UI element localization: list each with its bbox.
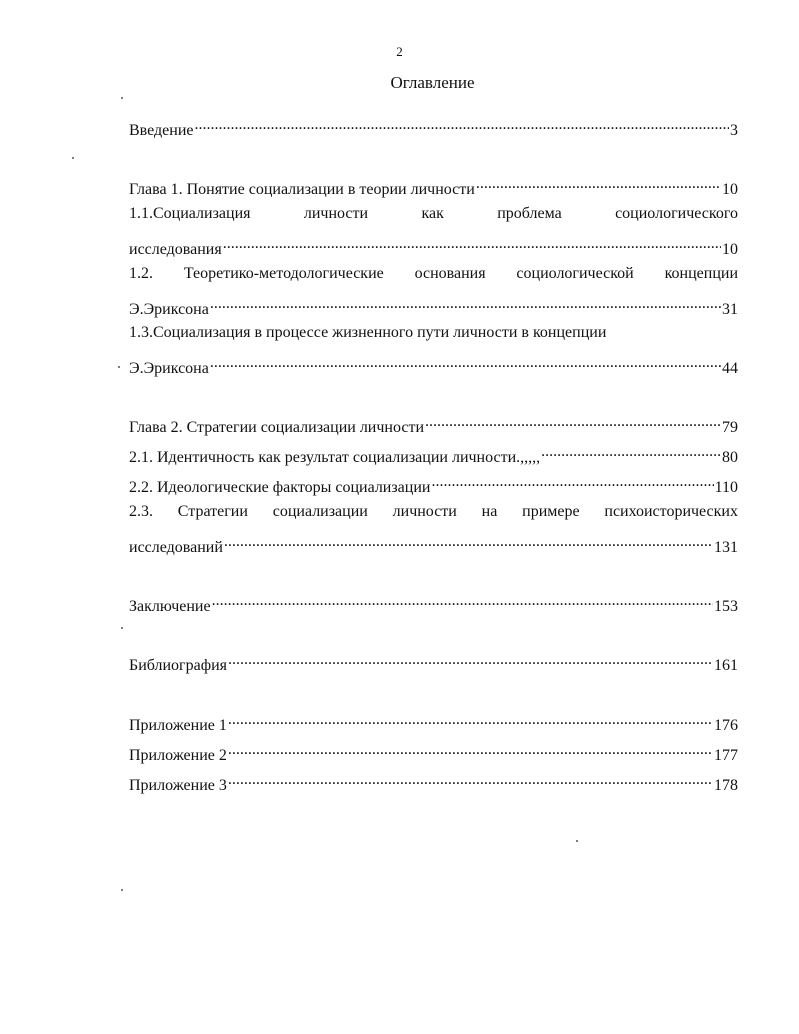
scan-speck (121, 97, 123, 99)
entry-page: 161 (714, 657, 738, 674)
word: социализации (272, 503, 368, 520)
dot-leader (425, 412, 721, 432)
entry-label: Э.Эриксона (129, 301, 209, 318)
entry-page: 10 (722, 241, 738, 258)
dot-leader (210, 294, 721, 314)
word: 2.3. (129, 503, 153, 520)
entry-page: 10 (722, 181, 738, 198)
entry-label: Приложение 2 (129, 747, 227, 764)
entry-label: 2.2. Идеологические факторы социализации (129, 479, 431, 496)
entry-page: 177 (714, 747, 738, 764)
entry-label: Э.Эриксона (129, 360, 209, 377)
word: как (421, 205, 444, 222)
dot-leader (210, 353, 721, 373)
word: на (481, 503, 498, 520)
toc-entry-2-3-line1[interactable] (129, 502, 738, 522)
toc-entry-2-3[interactable] (129, 532, 738, 556)
entry-label: исследований (129, 539, 223, 556)
entry-label: Библиография (129, 657, 227, 674)
entry-page: 110 (714, 479, 738, 496)
entry-label: 2.1. Идентичность как результат социализации личности.,,,,, (129, 449, 541, 466)
entry-label: Глава 2. Стратегии социализации личности (129, 419, 425, 436)
scan-speck (121, 627, 123, 629)
entry-page: 153 (714, 598, 738, 615)
entry-page: 176 (714, 717, 738, 734)
word: Теоретико-методологические (183, 265, 384, 282)
dot-leader (212, 591, 713, 611)
toc-entry-appendix-3[interactable] (129, 770, 738, 794)
toc-entry-chapter-2[interactable] (129, 412, 738, 436)
page-number: 2 (396, 44, 403, 59)
toc-entry-chapter-1[interactable] (129, 174, 738, 198)
dot-leader (228, 740, 713, 760)
toc-entry-1-1-line1[interactable] (129, 204, 738, 224)
scan-speck (118, 366, 120, 368)
toc-entry-1-2[interactable] (129, 294, 738, 318)
word: 1.2. (129, 265, 153, 282)
entry-label: 1.3.Социализация в процессе жизненного пути личности в концепции (129, 324, 607, 341)
entry-page: 3 (730, 122, 738, 139)
word: социологической (516, 265, 634, 282)
word: Стратегии (177, 503, 248, 520)
dot-leader (224, 532, 713, 552)
entry-page: 31 (722, 301, 738, 318)
entry-page: 80 (722, 449, 738, 466)
entry-page: 44 (722, 360, 738, 377)
word: 1.1.Социализация (129, 205, 251, 222)
word: социологического (615, 205, 738, 222)
dot-leader (431, 472, 713, 492)
toc-entry-appendix-1[interactable] (129, 710, 738, 734)
dot-leader (476, 174, 721, 194)
dot-leader (541, 442, 721, 462)
word: психоисторических (604, 503, 738, 520)
toc-title: Оглавление (390, 73, 475, 92)
scan-speck (576, 840, 578, 842)
toc-entry-1-1[interactable] (129, 234, 738, 258)
toc-entry-2-2[interactable] (129, 472, 738, 496)
entry-label: исследования (129, 241, 222, 258)
dot-leader (228, 710, 713, 730)
entry-label: Приложение 1 (129, 717, 227, 734)
word: концепции (664, 265, 738, 282)
entry-label: Введение (129, 122, 194, 139)
word: основания (414, 265, 486, 282)
word: личности (303, 205, 369, 222)
entry-label: Глава 1. Понятие социализации в теории личности (129, 181, 475, 198)
scan-speck (121, 889, 123, 891)
entry-page: 79 (722, 419, 738, 436)
toc-entry-introduction[interactable] (129, 115, 738, 139)
toc-entry-bibliography[interactable] (129, 650, 738, 674)
toc-entry-conclusion[interactable] (129, 591, 738, 615)
toc-entry-1-3-line1[interactable] (129, 323, 738, 343)
word: личности (392, 503, 457, 520)
toc-entry-1-2-line1[interactable] (129, 264, 738, 284)
dot-leader (195, 115, 730, 135)
entry-label: Заключение (129, 598, 211, 615)
scan-speck (72, 157, 74, 159)
toc-entry-appendix-2[interactable] (129, 740, 738, 764)
entry-label: Приложение 3 (129, 777, 227, 794)
entry-page: 178 (714, 777, 738, 794)
toc-entry-1-3[interactable] (129, 353, 738, 377)
toc-entry-2-1[interactable] (129, 442, 738, 466)
entry-page: 131 (714, 539, 738, 556)
dot-leader (228, 650, 713, 670)
word: проблема (497, 205, 562, 222)
dot-leader (223, 234, 721, 254)
word: примере (522, 503, 580, 520)
dot-leader (228, 770, 713, 790)
